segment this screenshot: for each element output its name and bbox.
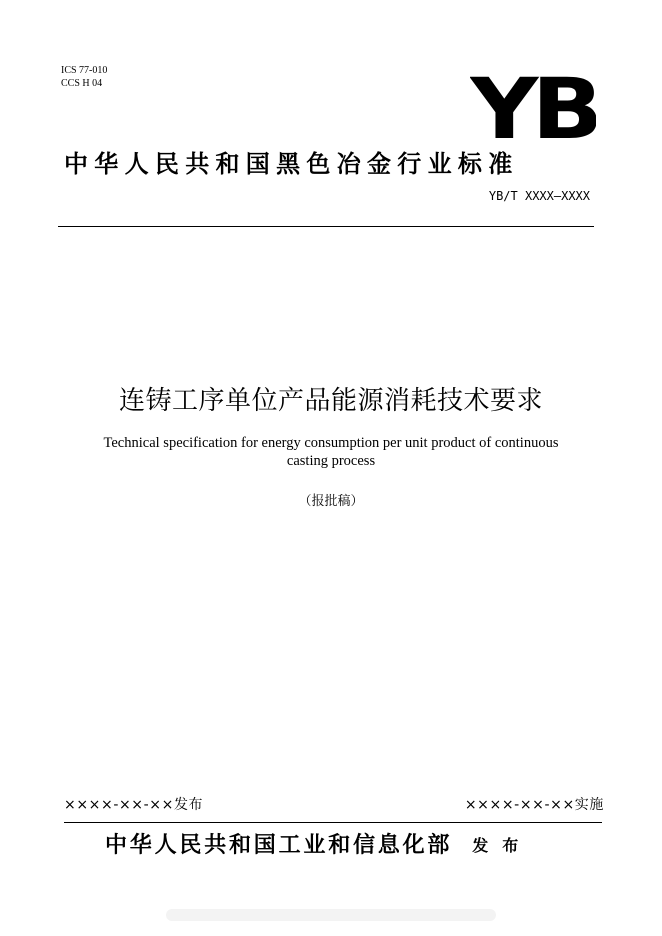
draft-status: （报批稿） <box>298 494 364 509</box>
yb-logo <box>470 74 596 144</box>
header-divider <box>58 226 594 227</box>
classification-codes <box>61 64 107 90</box>
faint-watermark <box>0 904 662 926</box>
issuer-row <box>105 831 532 861</box>
yb-logo-text: YB <box>470 74 596 144</box>
document-title-en-line1: Technical specification for energy consumption per unit product of continuous <box>103 435 559 451</box>
footer-divider <box>64 822 602 823</box>
release-date: ××××-××-××发布 <box>64 797 204 813</box>
standard-number: YB/T XXXX—XXXX <box>488 189 590 203</box>
date-row <box>64 795 604 815</box>
document-title-cn: 连铸工序单位产品能源消耗技术要求 <box>118 386 543 416</box>
ccs-code: CCS H 04 <box>61 78 103 89</box>
ics-code: ICS 77-010 <box>61 65 108 76</box>
document-title-en <box>60 434 602 470</box>
standard-type-title: 中华人民共和国黑色冶金行业标准 <box>64 150 519 178</box>
issuing-authority: 中华人民共和国工业和信息化部 <box>105 833 453 858</box>
watermark-smudge <box>166 909 496 921</box>
document-title-en-line2: casting process <box>286 453 376 469</box>
implement-date: ××××-××-××实施 <box>464 797 604 813</box>
publish-label: 发布 <box>472 836 533 855</box>
